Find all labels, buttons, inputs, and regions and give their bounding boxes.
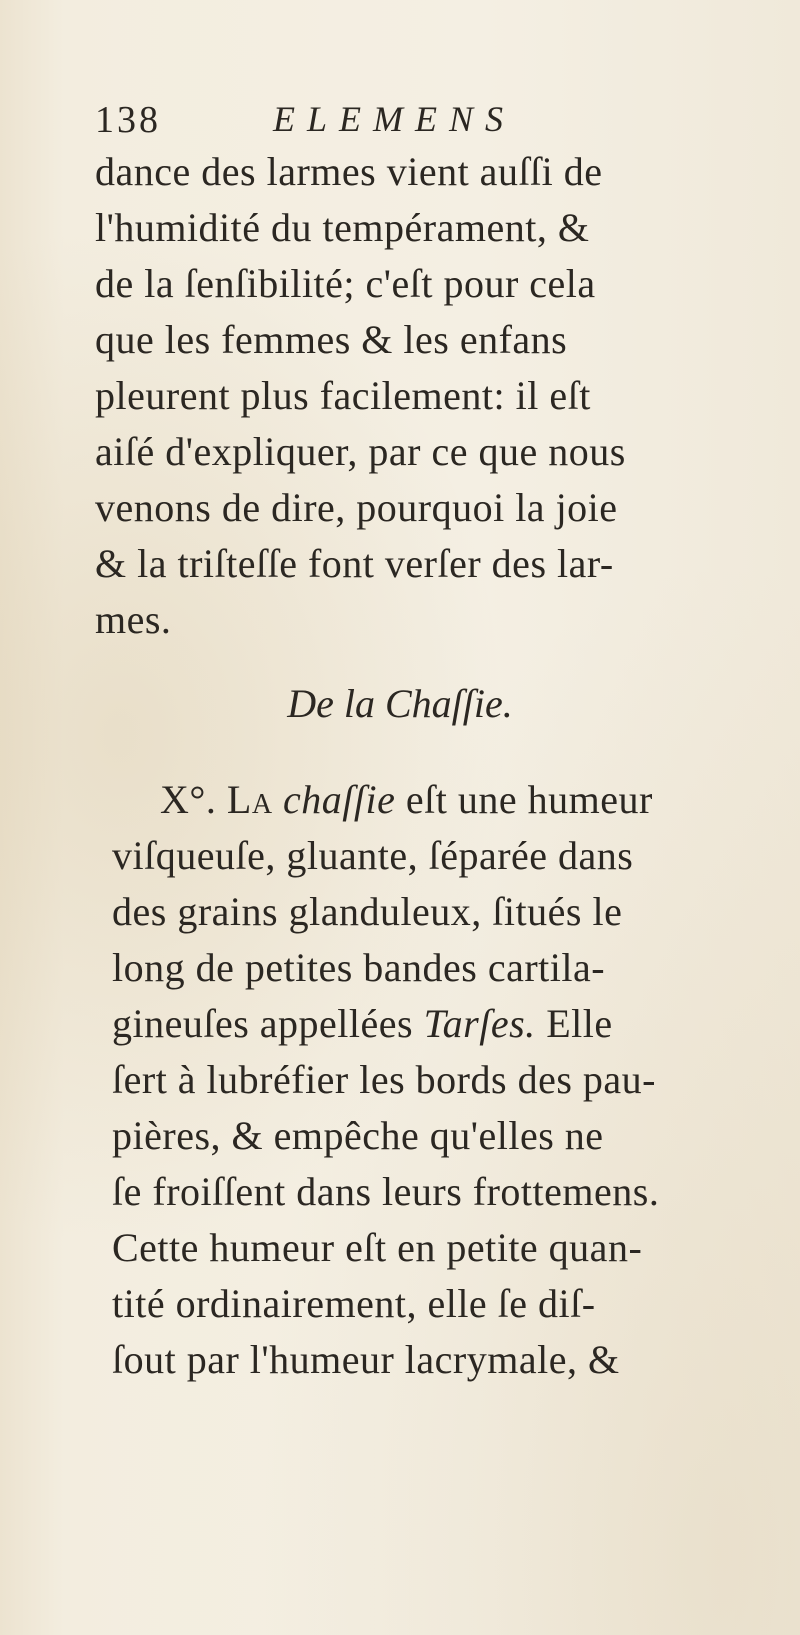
line-end: Elle	[546, 1001, 613, 1046]
text-line: que les femmes & les enfans	[95, 317, 568, 362]
text-line: mes.	[95, 597, 172, 642]
section-number: X°.	[160, 777, 217, 822]
line-start: gineuſes appellées	[112, 1001, 414, 1046]
text-line: long de petites bandes cartila-	[112, 945, 606, 990]
text-line: ſe froiſſent dans leurs frottemens.	[112, 1169, 660, 1214]
running-title: ELEMENS	[273, 99, 515, 139]
text-line: Cette humeur eſt en petite quan-	[112, 1225, 643, 1270]
term-tarses: Tarſes.	[423, 1001, 536, 1046]
text-line: ſout par l'humeur lacrymale, &	[112, 1337, 620, 1382]
text-line: des grains glanduleux, ſitués le	[112, 889, 623, 934]
text-line: venons de dire, pourquoi la joie	[95, 485, 618, 530]
text-line: de la ſenſibilité; c'eſt pour cela	[95, 261, 596, 306]
text-line: ſert à lubréfier les bords des pau-	[112, 1057, 656, 1102]
term-chassie: chaſſie	[283, 777, 396, 822]
text-line: l'humidité du tempérament, &	[95, 205, 590, 250]
text-line: dance des larmes vient auſſi de	[95, 149, 603, 194]
line-rest: eſt une humeur	[405, 777, 653, 822]
text-line: & la triſteſſe font verſer des lar-	[95, 541, 614, 586]
lead-word: La	[226, 777, 273, 822]
text-line: viſqueuſe, gluante, ſéparée dans	[112, 833, 634, 878]
text-line: tité ordinairement, elle ſe diſ-	[112, 1281, 596, 1326]
section-heading: De la Chaſſie.	[287, 681, 513, 726]
running-head	[95, 98, 615, 144]
text-line	[160, 776, 800, 824]
page-number: 138	[95, 99, 161, 141]
text-line: pleurent plus facilement: il eſt	[95, 373, 591, 418]
text-line: aiſé d'expliquer, par ce que nous	[95, 429, 626, 474]
text-line	[112, 1000, 800, 1048]
text-line: pières, & empêche qu'elles ne	[112, 1113, 604, 1158]
